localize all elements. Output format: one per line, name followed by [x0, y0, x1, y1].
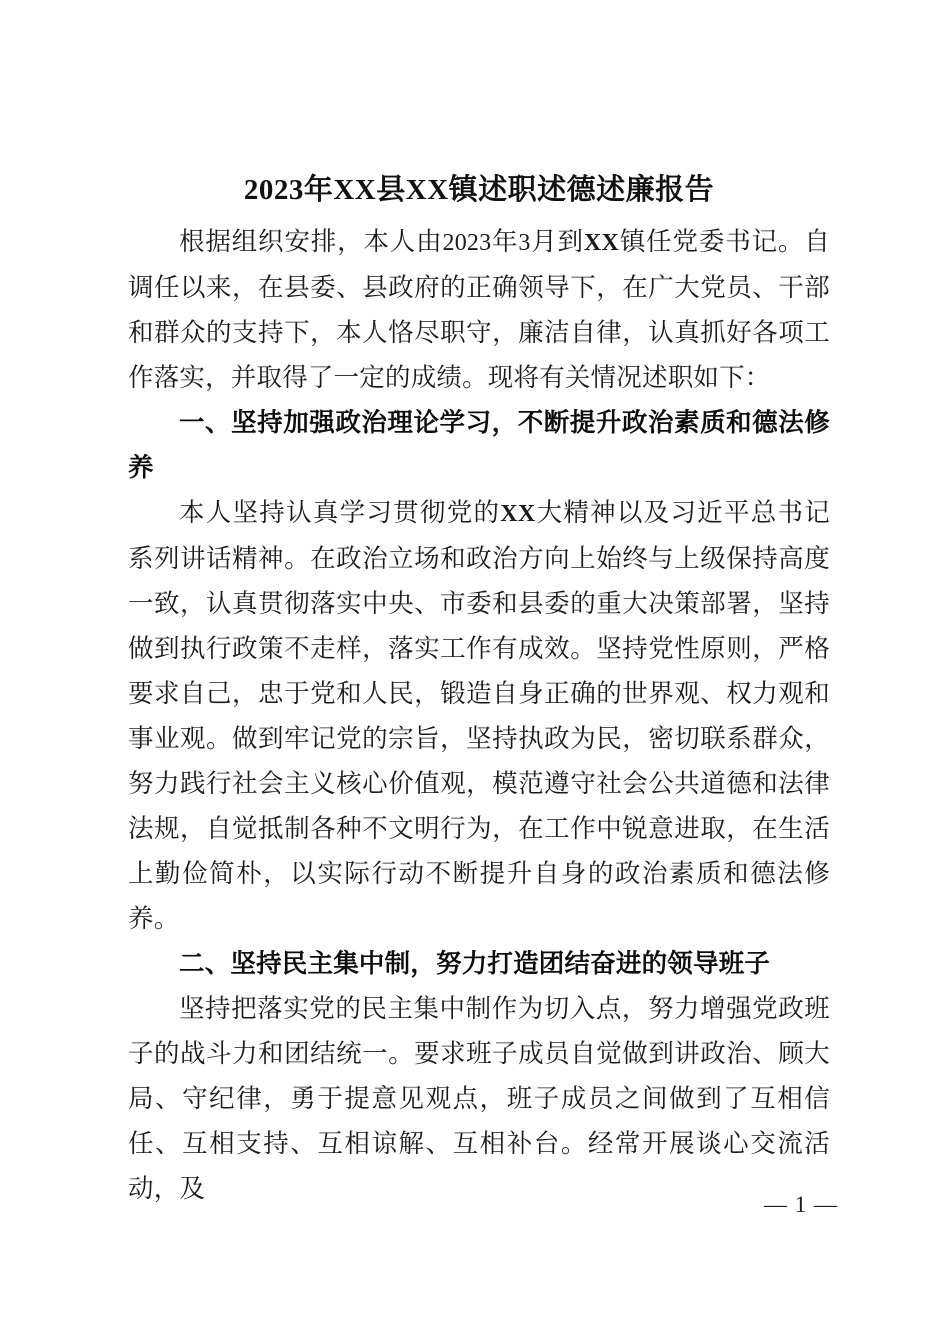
section-1-paragraph: 本人坚持认真学习贯彻党的XX大精神以及习近平总书记系列讲话精神。在政治立场和政治方向上始终与上级保持高度一致，认真贯彻落实中央、市委和县委的重大决策部署，坚持做到执行政策不走样，落实工作有成效。坚持党性原则，严格要求自己，忠于党和人民，锻造自身正确的世界观、权力观和事业观。做到牢记党的宗旨，坚持执政为民，密切联系群众，努力践行社会主义核心价值观，模范遵守社会公共道德和法律法规，自觉抵制各种不文明行为，在工作中锐意进取，在生活上勤俭简朴，以实际行动不断提升自身的政治素质和德法修养。 — [128, 498, 830, 934]
page-number-footer: — 1 — — [764, 1192, 838, 1217]
intro-paragraph: 根据组织安排，本人由2023年3月到XX镇任党委书记。自调任以来，在县委、县政府的正确领导下，在广大党员、干部和群众的支持下，本人恪尽职守，廉洁自律，认真抓好各项工作落实，并取得了一定的成绩。现将有关情况述职如下： — [128, 227, 830, 393]
section-2-paragraph: 坚持把落实党的民主集中制作为切入点，努力增强党政班子的战斗力和团结统一。要求班子成员自觉做到讲政治、顾大局、守纪律，勇于提意见观点，班子成员之间做到了互相信任、互相支持、互相谅解、互相补台。经常开展谈心交流活动，及 — [128, 994, 830, 1204]
page-title: 2023年XX县XX镇述职述德述廉报告 — [243, 174, 715, 206]
section-heading-2: 二、坚持民主集中制，努力打造团结奋进的领导班子 — [179, 950, 771, 978]
document-text-column — [128, 168, 830, 1212]
section-heading-1: 一、坚持加强政治理论学习，不断提升政治素质和德法修养 — [128, 409, 830, 482]
